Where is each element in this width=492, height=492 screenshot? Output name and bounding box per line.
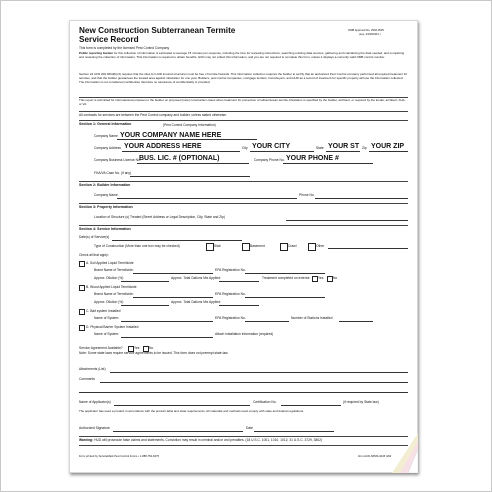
builder-phone-line[interactable] xyxy=(315,198,408,199)
crawl-checkbox[interactable] xyxy=(280,243,288,251)
warning-label: Warning: xyxy=(79,438,94,442)
fha-case-label: FHA/VA Case No. (if any) xyxy=(94,171,132,175)
service-dates-label: Date(s) of Service(s) xyxy=(79,235,110,239)
divider xyxy=(79,181,408,182)
construction-type-label: Type of Construction (More than one box may be checked) xyxy=(94,244,180,248)
epa-line-b[interactable] xyxy=(245,297,325,298)
agreement-note: Note: Some state laws require service agreements to be issued. This form does not preempt state law. xyxy=(79,351,229,355)
system-name-label-c: Name of System xyxy=(94,316,119,320)
omb-approval: OMB Approval No. 2502-0525 xyxy=(348,29,384,32)
certification-line[interactable] xyxy=(281,405,341,406)
city-field[interactable]: YOUR CITY xyxy=(252,143,291,150)
signature-label: Authorized Signature xyxy=(79,426,110,430)
applicator-statement: The applicator has used a product in accordance with the product label and state requirements. All materials and methods used comply with state and federal regulations. xyxy=(79,409,304,413)
certification-note: (if required by State law) xyxy=(343,400,379,404)
epa-line-c[interactable] xyxy=(245,321,289,322)
section2-heading: Section 2: Builder Information xyxy=(79,183,131,187)
epa-label-c: EPA Registration No. xyxy=(215,316,246,320)
dilution-label: Approx. Dilution (%) xyxy=(94,276,124,280)
fha-case-line[interactable] xyxy=(130,176,250,177)
omb-expiration: (exp. 04/30/2011 ) xyxy=(359,33,381,36)
section1-heading: Section 1: General Information xyxy=(79,122,132,126)
completed-by-note: This form is completed by the licensed Pest Control Company xyxy=(79,46,170,50)
builder-name-line[interactable] xyxy=(117,198,297,199)
bait-system-label: C. Bait system Installed xyxy=(86,308,121,313)
carbonless-copy-corner xyxy=(392,433,418,473)
applicator-line[interactable] xyxy=(114,405,250,406)
company-phone-line xyxy=(283,163,373,164)
public-burden-label: Public reporting burden xyxy=(79,51,114,55)
attachments-line[interactable] xyxy=(110,372,408,373)
company-address-label: Company Address xyxy=(94,146,121,150)
divider xyxy=(79,203,408,204)
brand-name-label: Brand Name of Termiticide: xyxy=(94,268,134,272)
divider xyxy=(79,445,408,446)
city-line xyxy=(250,151,314,152)
basement-checkbox[interactable] xyxy=(242,243,250,251)
applicator-label: Name of Applicator(s) xyxy=(79,400,111,404)
brand-name-line[interactable] xyxy=(133,273,213,274)
printer-credit: Form printed by ServiceMark Pest Control Forms • 1-888-752-6275 xyxy=(79,455,159,458)
comments-label: Comments xyxy=(79,377,95,381)
other-line[interactable] xyxy=(328,248,408,249)
zip-line xyxy=(369,151,408,152)
form-number: form HUD-NPMA-99-B (202 xyxy=(358,455,392,458)
builder-phone-label: Phone No. xyxy=(299,193,315,197)
date-line[interactable] xyxy=(254,431,334,432)
epa-label: EPA Registration No. xyxy=(215,268,246,272)
dilution-line[interactable] xyxy=(121,281,169,282)
epa-label-b: EPA Registration No. xyxy=(215,292,246,296)
location-line[interactable] xyxy=(286,220,408,221)
divider xyxy=(79,120,408,121)
physical-barrier-label: D. Physical Barrier System Installed xyxy=(86,324,139,329)
comments-line[interactable] xyxy=(100,382,408,383)
crawl-label: Crawl xyxy=(288,244,297,248)
epa-line[interactable] xyxy=(245,273,325,274)
gallons-label-b: Approx. Total Gallons Mix Applied: xyxy=(171,300,221,304)
agreement-yes-label: Yes xyxy=(134,346,140,350)
divider xyxy=(79,225,408,226)
date-label: Date xyxy=(246,426,253,430)
exterior-no-label: No xyxy=(333,276,338,280)
license-label: Company Business License No. xyxy=(94,158,141,162)
soil-liquid-label: A. Soil Applied Liquid Termiticide xyxy=(86,260,134,265)
regulation-statement: Section 24 CFR 200.926d(b)(3) requires that the sites for HUD insured structures must be free of termite hazards. This information collection requires the builder to certify that an authorized Pest Control company performed all required treatment for termites, and that the builder guarantees the treated area against infestation for one year. Builders, pest control companies, mortgage lenders, homebuyers, and HUD as a record of treatment for specific property will use the information collected. The information is not considered confidential, therefore no assurance of confidentiality is provided. xyxy=(79,72,408,84)
service-dates-line[interactable] xyxy=(112,240,242,241)
city-label: City xyxy=(242,146,248,150)
brand-name-label-b: Brand Name of Termiticide: xyxy=(94,292,134,296)
wood-liquid-label: B. Wood Applied Liquid Termiticide xyxy=(86,284,137,289)
divider xyxy=(79,436,408,437)
state-field[interactable]: YOUR ST xyxy=(328,143,360,150)
divider xyxy=(79,111,408,112)
gallons-line[interactable] xyxy=(219,281,259,282)
contracts-note: All contracts for services are between the Pest Control company and builder, unless stated otherwise. xyxy=(79,113,227,117)
soil-liquid-checkbox[interactable] xyxy=(79,261,85,267)
company-phone-field[interactable]: YOUR PHONE # xyxy=(286,155,339,162)
form-title-line2: Service Record xyxy=(79,35,139,44)
dilution-label-b: Approx. Dilution (%) xyxy=(94,300,124,304)
slab-label: Slab xyxy=(214,244,221,248)
certification-label: Certification No. xyxy=(253,400,277,404)
license-line xyxy=(137,163,249,164)
report-purpose: This report is submitted for informational purposes to the builder on proposed (new) construction cases when treatment for prevention of subterranean termite infestation is specified by the builder, architect, or required by the lender, architect, FHA, or VA. xyxy=(79,98,406,106)
section1-heading-note: (Pest Control Company Information) xyxy=(163,122,216,127)
exterior-yes-label: Yes xyxy=(318,276,324,280)
company-phone-label: Company Phone No. xyxy=(254,158,285,162)
company-name-line xyxy=(117,139,257,140)
physical-barrier-checkbox[interactable] xyxy=(79,325,85,331)
signature-line[interactable] xyxy=(113,431,243,432)
attachments-label: Attachments (List) xyxy=(79,367,106,371)
form-title-line1: New Construction Subterranean Termite xyxy=(79,26,236,35)
warning-notice xyxy=(79,439,322,442)
state-line xyxy=(326,151,360,152)
public-burden-text: for this collection of information is estimated to average 15 minutes per response, including the time for reviewing instructions, searching existing data sources, gathering and maintaining the data needed, and completing and reviewing the collection of information. This information is required to obtain benefits. HUD may not collect this information, and you are not required to complete this form, unless it displays a currently valid OMB control number. xyxy=(79,51,405,59)
brand-name-line-b[interactable] xyxy=(133,297,213,298)
state-label: State xyxy=(316,146,324,150)
other-checkbox[interactable] xyxy=(308,243,316,251)
company-name-label: Company Name xyxy=(94,134,118,138)
check-all-label: Check all that apply: xyxy=(79,253,109,257)
basement-label: Basement xyxy=(250,244,265,248)
section4-heading: Section 4: Service Information xyxy=(79,227,131,231)
zip-label: Zip xyxy=(362,146,367,150)
attach-install-label: Attach installation information (required) xyxy=(215,332,274,336)
zip-field[interactable]: YOUR ZIP xyxy=(371,143,405,150)
dilution-line-b[interactable] xyxy=(121,305,169,306)
other-label: Other xyxy=(316,244,325,248)
slab-checkbox[interactable] xyxy=(206,243,214,251)
company-address-field[interactable]: YOUR ADDRESS HERE xyxy=(124,143,202,150)
system-name-line-d[interactable] xyxy=(121,337,213,338)
license-field[interactable]: BUS. LIC. # (OPTIONAL) xyxy=(139,155,220,162)
company-address-line xyxy=(122,151,240,152)
stations-line[interactable] xyxy=(339,321,373,322)
warning-text: HUD will prosecute false claims and statements. Conviction may result in criminal and/or civil penalties. (18 U.S.C. 1001, 1010, 1012; 31 U.S.C. 3729, 3802) xyxy=(94,438,323,442)
stations-label: Number of Stations Installed xyxy=(291,316,333,320)
section3-heading: Section 3: Property Information xyxy=(79,205,133,209)
comments-line-2[interactable] xyxy=(79,392,408,393)
gallons-label: Approx. Total Gallons Mix Applied: xyxy=(171,276,221,280)
bait-system-checkbox[interactable] xyxy=(79,309,85,315)
wood-liquid-checkbox[interactable] xyxy=(79,285,85,291)
system-name-label-d: Name of System xyxy=(94,332,119,336)
public-burden-statement xyxy=(79,52,408,60)
form-page xyxy=(69,20,418,473)
agreement-no-label: No xyxy=(149,346,154,350)
service-agreement-label: Service Agreement Available? xyxy=(79,346,123,350)
location-label: Location of Structure (s) Treated (Street Address or Legal Description, City, State and Zip) xyxy=(94,215,225,219)
builder-name-label: Company Name xyxy=(94,193,118,197)
company-name-field[interactable]: YOUR COMPANY NAME HERE xyxy=(120,132,222,139)
gallons-line-b[interactable] xyxy=(219,305,259,306)
system-name-line-c[interactable] xyxy=(121,321,213,322)
exterior-label: Treatment completed on exterior: xyxy=(262,276,311,280)
